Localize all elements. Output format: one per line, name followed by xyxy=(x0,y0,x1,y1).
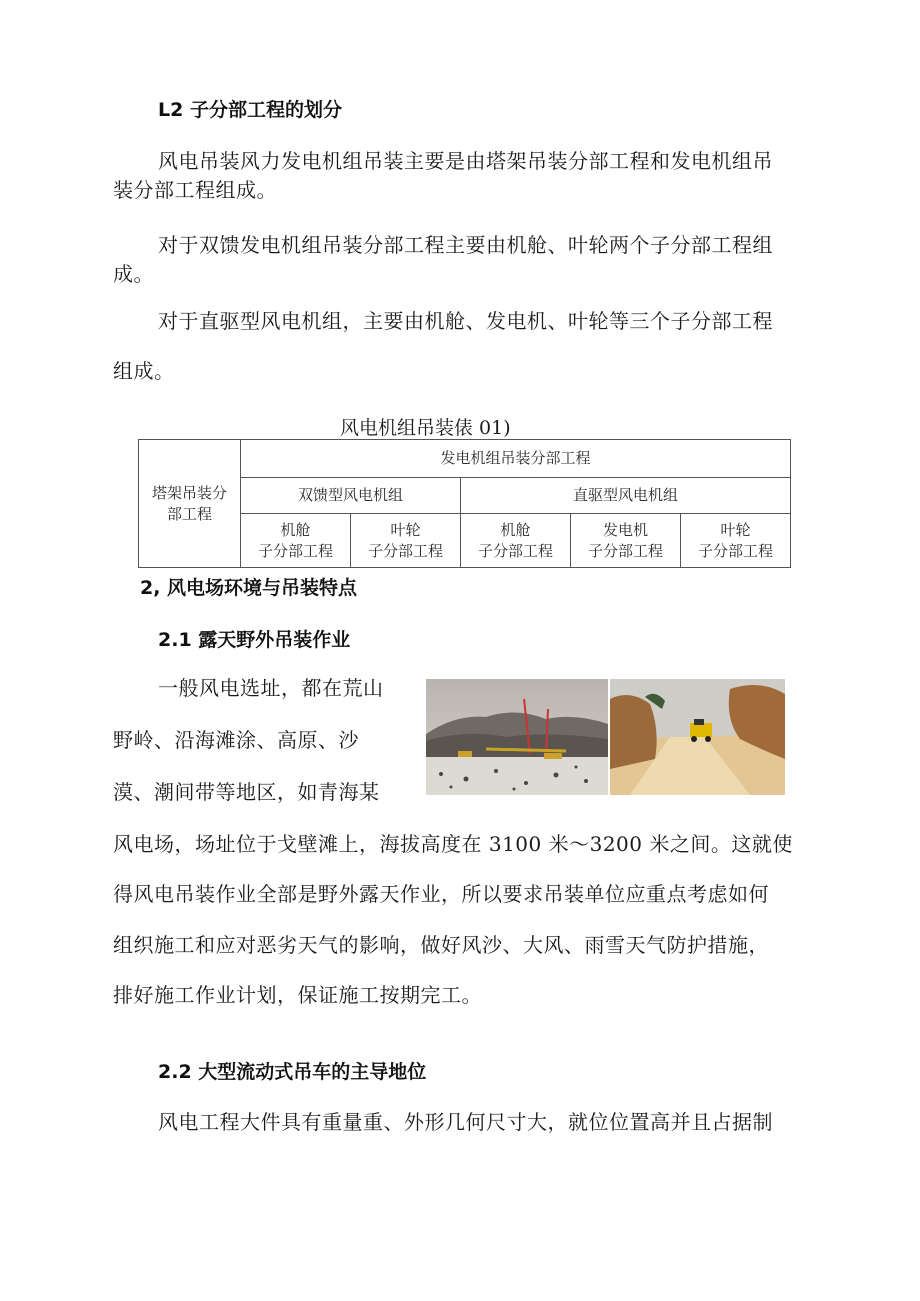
paragraph-line: 对于双馈发电机组吊装分部工程主要由机舱、叶轮两个子分部工程组 xyxy=(158,233,773,257)
paragraph-line: 野岭、沿海滩涂、高原、沙 xyxy=(113,728,359,752)
cell-line1: 叶轮 xyxy=(720,520,751,539)
cell-line1: 发电机 xyxy=(602,520,648,539)
table-cell xyxy=(351,514,461,568)
table-cell xyxy=(571,514,681,568)
paragraph-line: 一般风电选址，都在荒山 xyxy=(158,676,384,700)
cell-line2: 子分部工程 xyxy=(477,541,553,560)
cell-line1: 机舱 xyxy=(500,520,531,539)
direct-drive-cell: 直驱型风电机组 xyxy=(461,478,791,514)
section-2-2-heading: 2.2 大型流动式吊车的主导地位 xyxy=(158,1061,427,1083)
paragraph-line: 得风电吊装作业全部是野外露天作业，所以要求吊装单位应重点考虑如何 xyxy=(113,882,769,906)
table-cell xyxy=(681,514,791,568)
paragraph-line: 风电场，场址位于戈壁滩上，海拔高度在 3100 米～3200 米之间。这就使 xyxy=(113,832,793,856)
table-caption: 风电机组吊装俵 01) xyxy=(340,417,511,439)
cell-line2: 子分部工程 xyxy=(587,541,663,560)
tower-label-line2: 部工程 xyxy=(166,504,212,523)
paragraph-line: 漠、潮间带等地区，如青海某 xyxy=(113,780,380,804)
generator-group-cell: 发电机组吊装分部工程 xyxy=(241,440,791,478)
wind-farm-crane-photo xyxy=(426,679,608,795)
section-2-1-heading: 2.1 露天野外吊装作业 xyxy=(158,629,351,651)
tower-label-line1: 塔架吊装分 xyxy=(151,483,227,502)
cell-line2: 子分部工程 xyxy=(697,541,773,560)
cell-line2: 子分部工程 xyxy=(367,541,443,560)
paragraph-line: 对于直驱型风电机组，主要由机舱、发电机、叶轮等三个子分部工程 xyxy=(158,309,773,333)
paragraph-line: 排好施工作业计划，保证施工按期完工。 xyxy=(113,983,482,1007)
paragraph-line: 组织施工和应对恶劣天气的影响，做好风沙、大风、雨雪天气防护措施， xyxy=(113,933,769,957)
hoisting-table xyxy=(138,439,791,568)
cell-line2: 子分部工程 xyxy=(257,541,333,560)
cell-line1: 叶轮 xyxy=(390,520,421,539)
paragraph-line: 成。 xyxy=(113,262,154,286)
paragraph-line: 组成。 xyxy=(113,359,175,383)
section-1-2-heading: L2 子分部工程的划分 xyxy=(158,99,342,121)
paragraph-line: 装分部工程组成。 xyxy=(113,178,277,202)
paragraph-line: 风电工程大件具有重量重、外形几何尺寸大，就位位置高并且占据制 xyxy=(158,1110,773,1134)
dfig-cell: 双馈型风电机组 xyxy=(241,478,461,514)
table-cell xyxy=(241,514,351,568)
section-2-heading: 2, 风电场环境与吊装特点 xyxy=(140,577,358,599)
tower-cell xyxy=(139,440,241,568)
desert-road-crane-photo xyxy=(610,679,785,795)
table-cell xyxy=(461,514,571,568)
paragraph-line: 风电吊装风力发电机组吊装主要是由塔架吊装分部工程和发电机组吊 xyxy=(158,149,773,173)
cell-line1: 机舱 xyxy=(280,520,311,539)
